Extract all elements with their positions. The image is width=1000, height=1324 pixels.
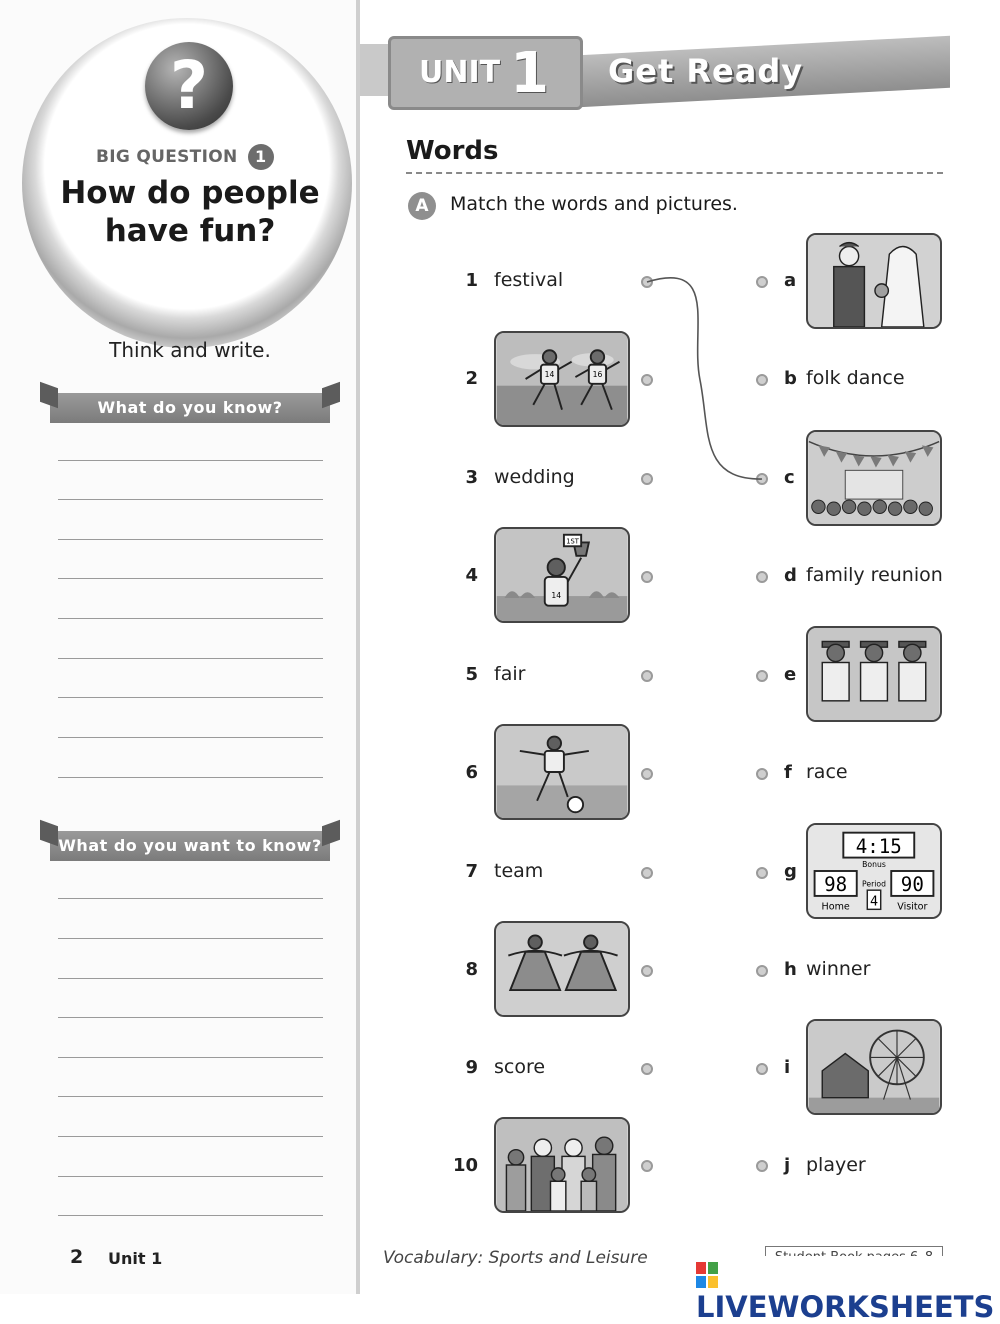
footer-unit: Unit 1	[108, 1249, 163, 1268]
activity-badge: A	[408, 192, 436, 220]
activity-instruction: Match the words and pictures.	[450, 193, 738, 215]
scoreboard-visitor-score: 90	[900, 873, 924, 897]
writing-line[interactable]	[58, 1176, 323, 1177]
item-letter: a	[784, 270, 797, 291]
writing-line[interactable]	[58, 978, 323, 979]
match-dot-left-7[interactable]	[641, 867, 653, 879]
item-letter: f	[784, 762, 792, 783]
match-dot-left-3[interactable]	[641, 473, 653, 485]
word-wedding: wedding	[494, 466, 575, 488]
match-dot-right-b[interactable]	[756, 374, 768, 386]
word-family-reunion: family reunion	[806, 564, 943, 586]
watermark-text: LIVEWORKSHEETS	[696, 1290, 995, 1324]
scoreboard-bonus: Bonus	[862, 860, 886, 870]
item-letter: c	[784, 467, 795, 488]
match-dot-right-d[interactable]	[756, 571, 768, 583]
picture-festival	[806, 430, 942, 526]
match-dot-left-9[interactable]	[641, 1063, 653, 1075]
picture-folk-dance	[494, 921, 630, 1017]
writing-line[interactable]	[58, 618, 323, 619]
writing-line[interactable]	[58, 1096, 323, 1097]
picture-team	[806, 626, 942, 722]
item-number: 4	[465, 565, 478, 586]
item-number: 9	[465, 1057, 478, 1078]
word-fair: fair	[494, 663, 526, 685]
writing-line[interactable]	[58, 898, 323, 899]
item-number: 7	[465, 861, 478, 882]
word-team: team	[494, 860, 544, 882]
winner-bib: 14	[551, 591, 562, 600]
word-folk-dance: folk dance	[806, 367, 905, 389]
item-number: 8	[465, 959, 478, 980]
writing-line[interactable]	[58, 1136, 323, 1137]
word-score: score	[494, 1056, 546, 1078]
banner-what-do-you-know: What do you know?	[50, 393, 330, 423]
match-dot-right-c[interactable]	[756, 473, 768, 485]
scoreboard-time: 4:15	[855, 834, 902, 858]
match-dot-right-h[interactable]	[756, 965, 768, 977]
match-dot-left-8[interactable]	[641, 965, 653, 977]
unit-number: 1	[510, 40, 550, 106]
writing-line[interactable]	[58, 1057, 323, 1058]
footer-vocabulary: Vocabulary: Sports and Leisure	[383, 1248, 648, 1268]
match-dot-left-6[interactable]	[641, 768, 653, 780]
scoreboard-home-label: Home	[821, 901, 850, 913]
item-number: 6	[465, 762, 478, 783]
word-winner: winner	[806, 958, 871, 980]
scoreboard-visitor-label: Visitor	[897, 901, 928, 913]
word-festival: festival	[494, 269, 564, 291]
match-dot-right-g[interactable]	[756, 867, 768, 879]
match-dot-right-f[interactable]	[756, 768, 768, 780]
unit-label: UNIT	[419, 55, 501, 90]
match-dot-right-i[interactable]	[756, 1063, 768, 1075]
item-number: 10	[452, 1155, 478, 1176]
writing-line[interactable]	[58, 938, 323, 939]
match-dot-right-j[interactable]	[756, 1160, 768, 1172]
item-letter: b	[784, 368, 797, 389]
picture-race	[494, 331, 630, 427]
writing-line[interactable]	[58, 578, 323, 579]
item-letter: i	[784, 1057, 791, 1078]
item-letter: h	[784, 959, 797, 980]
picture-family-reunion	[494, 1117, 630, 1213]
match-dot-left-1[interactable]	[641, 276, 653, 288]
picture-score	[806, 823, 942, 919]
writing-line[interactable]	[58, 499, 323, 500]
picture-player	[494, 724, 630, 820]
match-dot-left-4[interactable]	[641, 571, 653, 583]
think-and-write-heading: Think and write.	[109, 338, 271, 362]
big-question-panel	[0, 0, 360, 1294]
big-question-text: How do people have fun?	[60, 175, 320, 249]
big-question-label-text: BIG QUESTION	[96, 147, 238, 167]
big-question-label	[96, 144, 274, 170]
match-dot-left-5[interactable]	[641, 670, 653, 682]
scoreboard-home-score: 98	[824, 873, 848, 897]
question-mark-icon: ?	[145, 42, 233, 130]
word-player: player	[806, 1154, 866, 1176]
match-dot-right-e[interactable]	[756, 670, 768, 682]
writing-line[interactable]	[58, 737, 323, 738]
picture-fair	[806, 1019, 942, 1115]
picture-wedding	[806, 233, 942, 329]
item-letter: d	[784, 565, 797, 586]
unit-badge	[388, 36, 583, 110]
writing-line[interactable]	[58, 658, 323, 659]
writing-line[interactable]	[58, 460, 323, 461]
page-title: Get Ready	[608, 52, 804, 90]
liveworksheets-logo-icon	[696, 1262, 718, 1288]
banner-what-do-you-want-to-know: What do you want to know?	[50, 831, 330, 861]
big-question-number: 1	[248, 144, 274, 170]
writing-line[interactable]	[58, 1215, 323, 1216]
word-race: race	[806, 761, 848, 783]
match-dot-left-10[interactable]	[641, 1160, 653, 1172]
writing-line[interactable]	[58, 1017, 323, 1018]
item-letter: e	[784, 664, 797, 685]
writing-line[interactable]	[58, 697, 323, 698]
liveworksheets-watermark	[696, 1256, 996, 1324]
item-number: 1	[465, 270, 478, 291]
writing-line[interactable]	[58, 539, 323, 540]
match-dot-left-2[interactable]	[641, 374, 653, 386]
trophy-label: 1ST	[566, 537, 579, 546]
item-letter: j	[784, 1155, 791, 1176]
page-number: 2	[70, 1246, 84, 1268]
section-title: Words	[406, 136, 499, 166]
runner-bib-2: 16	[592, 370, 603, 380]
item-letter: g	[784, 861, 797, 882]
item-number: 2	[465, 368, 478, 389]
scoreboard-period: Period	[862, 879, 886, 889]
section-divider	[406, 172, 943, 174]
picture-winner	[494, 527, 630, 623]
scoreboard-period-value: 4	[869, 894, 879, 910]
match-dot-right-a[interactable]	[756, 276, 768, 288]
writing-line[interactable]	[58, 777, 323, 778]
runner-bib-1: 14	[544, 370, 555, 380]
item-number: 5	[465, 664, 478, 685]
item-number: 3	[465, 467, 478, 488]
